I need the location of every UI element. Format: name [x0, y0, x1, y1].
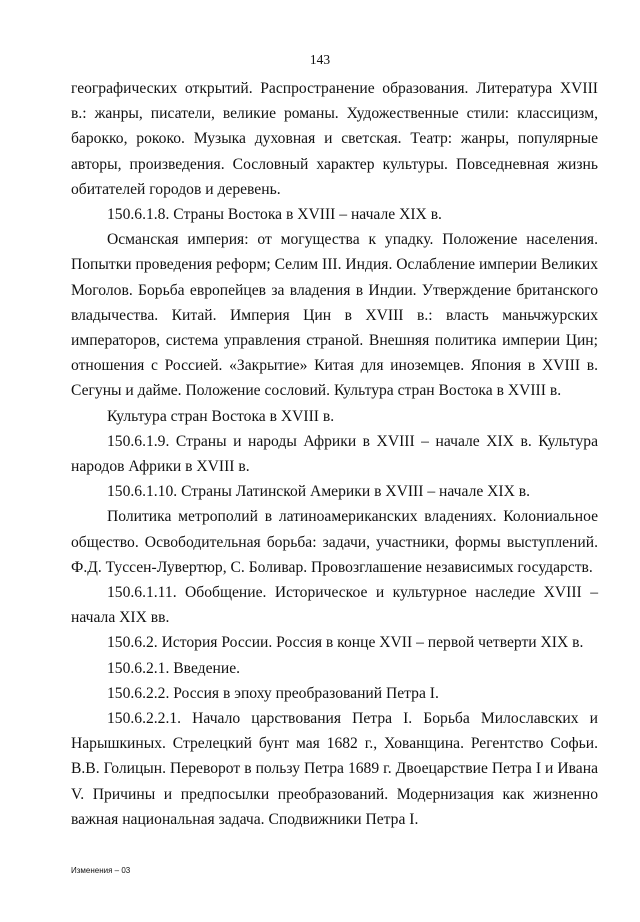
footer-revision: Изменения – 03 [71, 866, 131, 875]
section-heading-150-6-2-1: 150.6.2.1. Введение. [107, 659, 241, 677]
paragraph-continuation: географических открытий. Распространение образования. Литература XVIII в.: жанры, писатели, великие романы. Художественные стили: классицизм, барокко, рококо. Музыка духовная и светская. Театр: жанры, популярные авторы, произведения. Сословный характер культуры. Повседневная жизнь обитателей городов и деревень. [71, 80, 598, 198]
page-number: 143 [309, 52, 331, 67]
section-heading-150-6-1-10: 150.6.1.10. Страны Латинской Америки в XVIII – начале XIX в. [107, 483, 531, 501]
section-heading-150-6-1-11: 150.6.1.11. Обобщение. Историческое и культурное наследие XVIII – начала XIX вв. [71, 584, 598, 627]
paragraph-latin-america: Политика метрополий в латиноамериканских владениях. Колониальное общество. Освободительная борьба: задачи, участники, формы выступлений. Ф.Д. Туссен-Лувертюр, С. Боливар. Провозглашение независимых государств. [71, 508, 598, 576]
paragraph-east-countries: Османская империя: от могущества к упадку. Положение населения. Попытки проведения реформ; Селим III. Индия. Ослабление империи Великих Моголов. Борьба европейцев за владения в Индии. Утверждение британского владычества. Китай. Империя Цин в XVIII в.: власть маньчжурских императоров, система управления страной. Внешняя политика империи Цин; отношения с Россией. «Закрытие» Китая для иноземцев. Япония в XVIII в. Сегуны и дайме. Положение сословий. Культура стран Востока в XVIII в. [71, 231, 598, 400]
section-heading-150-6-1-9: 150.6.1.9. Страны и народы Африки в XVIII – начале XIX в. Культура народов Африки в XVIII в. [71, 432, 598, 476]
paragraph-peter-reign: 150.6.2.2.1. Начало царствования Петра I. Борьба Милославских и Нарышкиных. Стрелецкий бунт мая 1682 г., Хованщина. Регентство Софьи. В.В. Голицын. Переворот в пользу Петра 1689 г. Двоецарствие Петра I и Ивана V. Причины и предпосылки преобразований. Модернизация как жизненно важная национальная задача. Сподвижники Петра I. [71, 710, 598, 828]
page-body [71, 76, 598, 832]
section-heading-150-6-1-8: 150.6.1.8. Страны Востока в XVIII – начале XIX в. [107, 206, 442, 224]
paragraph-east-culture: Культура стран Востока в XVIII в. [107, 407, 335, 425]
section-heading-150-6-2: 150.6.2. История России. Россия в конце XVII – первой четверти XIX в. [107, 634, 584, 652]
section-heading-150-6-2-2: 150.6.2.2. Россия в эпоху преобразований Петра I. [107, 684, 439, 702]
